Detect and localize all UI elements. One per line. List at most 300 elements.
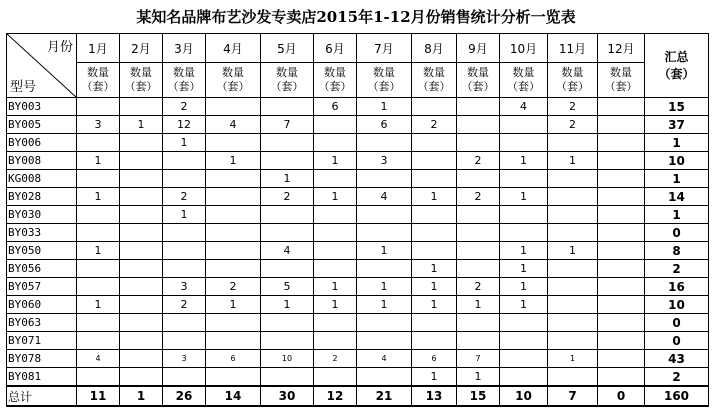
qty-cell [77,260,120,278]
qty-cell [120,206,163,224]
row-total-cell: 10 [645,152,709,170]
qty-cell: 6 [357,116,412,134]
qty-cell: 1 [500,152,548,170]
qty-cell [206,332,261,350]
model-cell: BY060 [7,296,77,314]
qty-cell [314,314,357,332]
unit-header-cell [314,63,357,98]
qty-cell [120,332,163,350]
row-total-cell: 8 [645,242,709,260]
row-total-cell: 15 [645,98,709,116]
qty-cell [357,134,412,152]
qty-cell [314,242,357,260]
qty-cell [261,224,314,242]
qty-cell [261,260,314,278]
qty-cell [598,170,645,188]
qty-cell [357,170,412,188]
qty-cell [77,224,120,242]
qty-cell [457,242,500,260]
qty-cell: 1 [412,368,457,387]
unit-header-unit: （套） [417,80,451,93]
unit-header-qty: 数量 [222,66,244,79]
table-row [7,98,709,116]
qty-cell [206,134,261,152]
qty-cell [120,368,163,387]
qty-cell: 1 [357,278,412,296]
row-total-cell: 1 [645,170,709,188]
qty-cell [457,314,500,332]
qty-cell: 2 [314,350,357,368]
qty-cell [163,224,206,242]
qty-cell [77,98,120,116]
qty-cell [548,260,598,278]
row-total-cell: 0 [645,332,709,350]
qty-cell [548,332,598,350]
qty-cell: 2 [163,296,206,314]
model-cell: BY050 [7,242,77,260]
qty-cell [548,188,598,206]
month-header-row [7,34,709,63]
qty-cell: 1 [163,206,206,224]
qty-cell: 1 [357,242,412,260]
qty-cell [163,152,206,170]
qty-cell: 1 [163,134,206,152]
qty-cell [314,368,357,387]
unit-header-unit: （套） [81,80,115,93]
qty-cell [500,134,548,152]
qty-cell [457,134,500,152]
row-total-cell: 43 [645,350,709,368]
model-cell: BY008 [7,152,77,170]
month-header: 10月 [500,34,548,63]
unit-header-unit: （套） [318,80,352,93]
qty-cell: 1 [261,296,314,314]
qty-cell: 4 [500,98,548,116]
qty-cell [120,260,163,278]
qty-cell [548,170,598,188]
corner-month-label: 月份 [46,40,73,55]
qty-cell [598,332,645,350]
qty-cell [598,314,645,332]
qty-cell: 1 [357,296,412,314]
table-row [7,260,709,278]
table-row [7,242,709,260]
qty-cell: 1 [500,260,548,278]
qty-cell [77,314,120,332]
row-total-cell: 16 [645,278,709,296]
qty-cell: 1 [500,278,548,296]
qty-cell [77,278,120,296]
month-header: 11月 [548,34,598,63]
qty-cell [548,224,598,242]
unit-header-unit: （套） [216,80,250,93]
row-total-cell: 2 [645,368,709,387]
qty-cell [77,368,120,387]
model-cell: BY028 [7,188,77,206]
row-total-cell: 1 [645,206,709,224]
unit-header-unit: （套） [124,80,158,93]
qty-cell [120,314,163,332]
model-cell: BY005 [7,116,77,134]
month-header: 7月 [357,34,412,63]
page-title: 某知名品牌布艺沙发专卖店2015年1-12月份销售统计分析一览表 [136,8,576,26]
qty-cell: 2 [163,98,206,116]
qty-cell [598,260,645,278]
qty-cell [457,206,500,224]
qty-cell: 1 [261,170,314,188]
qty-cell: 1 [412,296,457,314]
unit-header-qty: 数量 [512,66,535,79]
table-row [7,170,709,188]
qty-cell: 3 [163,278,206,296]
month-header: 4月 [206,34,261,63]
table-row [7,314,709,332]
qty-cell [314,134,357,152]
row-total-cell: 10 [645,296,709,314]
qty-cell [261,206,314,224]
unit-header-unit: （套） [604,80,638,93]
qty-cell: 1 [548,242,598,260]
month-header: 2月 [120,34,163,63]
table-row [7,206,709,224]
qty-cell [163,260,206,278]
qty-cell [598,98,645,116]
table-row [7,368,709,387]
qty-cell: 1 [120,116,163,134]
qty-cell [548,368,598,387]
qty-cell: 3 [357,152,412,170]
qty-cell [412,242,457,260]
unit-header-cell [457,63,500,98]
qty-cell [120,242,163,260]
qty-cell [457,170,500,188]
qty-cell [314,206,357,224]
qty-cell [314,224,357,242]
unit-header-cell [206,63,261,98]
table-row [7,332,709,350]
qty-cell [357,206,412,224]
qty-cell [163,170,206,188]
unit-header-cell [77,63,120,98]
qty-cell: 7 [261,116,314,134]
total-header [645,34,709,98]
qty-cell [500,368,548,387]
unit-header-unit: （套） [167,80,201,93]
qty-cell [457,332,500,350]
qty-cell [120,224,163,242]
qty-cell [500,206,548,224]
qty-cell [548,134,598,152]
unit-header-unit: （套） [270,80,304,93]
qty-cell [261,314,314,332]
qty-cell [163,368,206,387]
qty-cell [412,152,457,170]
model-cell: BY078 [7,350,77,368]
qty-cell [261,134,314,152]
qty-cell [598,242,645,260]
model-cell: BY030 [7,206,77,224]
qty-cell [500,332,548,350]
qty-cell [598,206,645,224]
qty-cell: 2 [548,116,598,134]
qty-cell: 1 [77,296,120,314]
qty-cell [598,134,645,152]
corner-model-label: 型号 [10,80,37,95]
month-header: 1月 [77,34,120,63]
qty-cell: 10 [261,350,314,368]
qty-cell [120,350,163,368]
qty-cell [261,332,314,350]
table-row [7,116,709,134]
qty-cell: 3 [163,350,206,368]
qty-cell: 1 [412,260,457,278]
month-header: 8月 [412,34,457,63]
month-header: 12月 [598,34,645,63]
qty-cell [120,170,163,188]
qty-cell: 1 [314,188,357,206]
qty-cell: 1 [314,152,357,170]
qty-cell: 1 [548,152,598,170]
qty-cell: 4 [357,188,412,206]
qty-cell [314,170,357,188]
unit-header-qty: 数量 [561,66,584,79]
qty-cell [598,116,645,134]
qty-cell [457,224,500,242]
corner-cell [7,34,77,98]
total-header-unit: （套） [658,66,695,81]
qty-cell: 6 [412,350,457,368]
qty-cell: 1 [77,188,120,206]
qty-cell [206,242,261,260]
row-total-cell: 1 [645,134,709,152]
qty-cell [120,152,163,170]
qty-cell: 1 [412,188,457,206]
table-row [7,278,709,296]
qty-cell: 2 [457,188,500,206]
unit-header-cell [412,63,457,98]
row-total-cell: 0 [645,314,709,332]
qty-cell: 1 [500,296,548,314]
qty-cell [357,224,412,242]
qty-cell [314,332,357,350]
qty-cell [412,314,457,332]
total-row-label: 总计 [7,386,77,406]
month-header: 5月 [261,34,314,63]
qty-cell: 2 [206,278,261,296]
qty-cell [548,314,598,332]
qty-cell [548,278,598,296]
month-total-cell: 0 [598,386,645,406]
month-total-cell: 26 [163,386,206,406]
qty-cell [163,242,206,260]
qty-cell: 2 [548,98,598,116]
qty-cell: 7 [457,350,500,368]
qty-cell [412,98,457,116]
qty-cell [77,134,120,152]
table-row [7,224,709,242]
qty-cell: 6 [206,350,261,368]
month-header: 9月 [457,34,500,63]
month-total-cell: 11 [77,386,120,406]
qty-cell [206,206,261,224]
qty-cell [120,134,163,152]
qty-cell [261,152,314,170]
qty-cell: 2 [457,278,500,296]
qty-cell [500,350,548,368]
unit-header-qty: 数量 [467,66,489,79]
qty-cell [206,188,261,206]
row-total-cell: 0 [645,224,709,242]
unit-header-qty: 数量 [373,66,395,79]
month-total-cell: 30 [261,386,314,406]
qty-cell [412,134,457,152]
qty-cell: 4 [357,350,412,368]
table-row [7,134,709,152]
qty-cell [598,368,645,387]
qty-cell [314,116,357,134]
qty-cell [163,314,206,332]
qty-cell [357,368,412,387]
unit-header-row [7,63,709,98]
qty-cell [457,116,500,134]
qty-cell: 12 [163,116,206,134]
model-cell: BY071 [7,332,77,350]
qty-cell: 3 [77,116,120,134]
table-row [7,350,709,368]
qty-cell [412,332,457,350]
unit-header-cell [163,63,206,98]
qty-cell [357,260,412,278]
table-body [7,98,709,387]
qty-cell [598,188,645,206]
model-cell: BY057 [7,278,77,296]
unit-header-cell [120,63,163,98]
qty-cell [206,260,261,278]
qty-cell [261,368,314,387]
qty-cell: 1 [457,368,500,387]
qty-cell [500,224,548,242]
total-row [7,386,709,406]
qty-cell [77,332,120,350]
month-header: 3月 [163,34,206,63]
qty-cell: 4 [77,350,120,368]
row-total-cell: 14 [645,188,709,206]
qty-cell [357,332,412,350]
month-header: 6月 [314,34,357,63]
model-cell: BY033 [7,224,77,242]
qty-cell: 1 [412,278,457,296]
grand-total-cell: 160 [645,386,709,406]
qty-cell [206,368,261,387]
qty-cell [77,206,120,224]
qty-cell [500,314,548,332]
qty-cell [457,260,500,278]
month-total-cell: 10 [500,386,548,406]
month-total-cell: 15 [457,386,500,406]
unit-header-qty: 数量 [276,66,298,79]
unit-header-qty: 数量 [87,66,109,79]
qty-cell [548,296,598,314]
qty-cell [206,224,261,242]
qty-cell [412,170,457,188]
row-total-cell: 2 [645,260,709,278]
unit-header-unit: （套） [507,80,540,93]
qty-cell [120,296,163,314]
qty-cell [598,224,645,242]
model-cell: BY003 [7,98,77,116]
unit-header-unit: （套） [367,80,401,93]
qty-cell: 4 [206,116,261,134]
qty-cell [206,98,261,116]
qty-cell: 1 [314,296,357,314]
model-cell: BY063 [7,314,77,332]
qty-cell: 6 [314,98,357,116]
qty-cell: 2 [261,188,314,206]
model-cell: KG008 [7,170,77,188]
unit-header-cell [598,63,645,98]
qty-cell [120,188,163,206]
unit-header-qty: 数量 [173,66,195,79]
unit-header-qty: 数量 [130,66,152,79]
qty-cell [206,170,261,188]
qty-cell: 1 [206,296,261,314]
qty-cell: 1 [500,188,548,206]
unit-header-qty: 数量 [324,66,346,79]
unit-header-cell [357,63,412,98]
qty-cell [120,98,163,116]
qty-cell: 2 [412,116,457,134]
unit-header-unit: （套） [461,80,495,93]
sales-table [6,33,709,407]
unit-header-cell [500,63,548,98]
qty-cell: 5 [261,278,314,296]
qty-cell: 1 [77,152,120,170]
month-total-cell: 1 [120,386,163,406]
qty-cell [457,98,500,116]
qty-cell [548,206,598,224]
table-row [7,296,709,314]
qty-cell [598,296,645,314]
qty-cell: 1 [500,242,548,260]
table-row [7,188,709,206]
month-total-cell: 14 [206,386,261,406]
qty-cell: 1 [314,278,357,296]
qty-cell [77,170,120,188]
unit-header-cell [548,63,598,98]
model-cell: BY056 [7,260,77,278]
qty-cell: 1 [357,98,412,116]
qty-cell: 2 [457,152,500,170]
qty-cell [598,152,645,170]
table-row [7,152,709,170]
qty-cell [206,314,261,332]
unit-header-qty: 数量 [610,66,632,79]
qty-cell: 4 [261,242,314,260]
model-cell: BY081 [7,368,77,387]
qty-cell [598,278,645,296]
qty-cell: 1 [457,296,500,314]
qty-cell: 1 [77,242,120,260]
qty-cell [500,170,548,188]
month-total-cell: 7 [548,386,598,406]
month-total-cell: 13 [412,386,457,406]
month-total-cell: 21 [357,386,412,406]
unit-header-unit: （套） [556,80,589,93]
total-header-label: 汇总 [664,49,689,64]
qty-cell [314,260,357,278]
qty-cell [412,224,457,242]
row-total-cell: 37 [645,116,709,134]
